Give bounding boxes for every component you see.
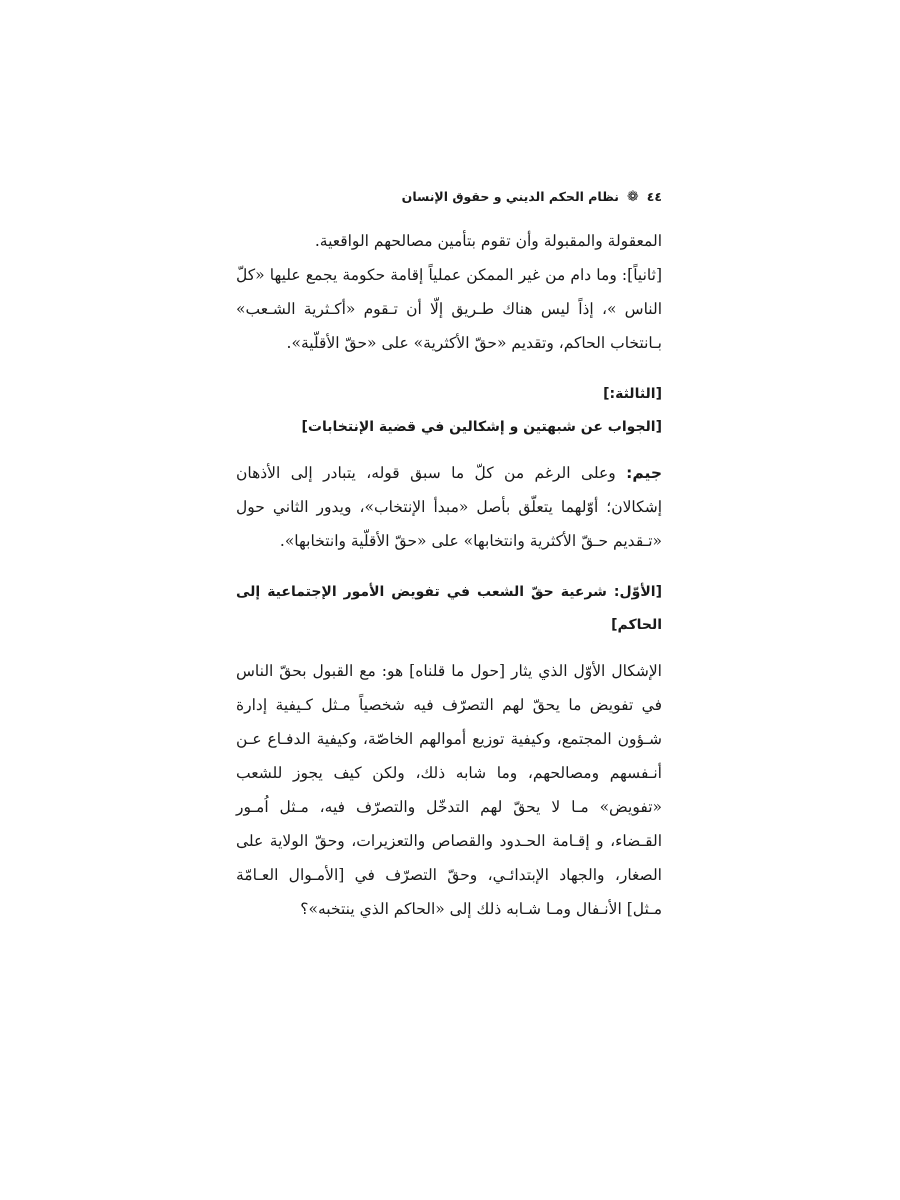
section-heading-first: [الأوّل: شرعية حقّ الشعب في تفويض الأمور الإجتماعية إلى الحاكم]	[236, 584, 662, 633]
section-heading-third: [الثالثة:]	[603, 386, 662, 402]
running-header	[402, 187, 662, 207]
flower-ornament-icon: ❁	[627, 189, 639, 205]
paragraph-3-text: وعلى الرغم من كلّ ما سبق قوله، يتبادر إلى الأذهان إشكالان؛ أوّلهما يتعلّق بأصل «مبدأ الإنتخاب»، ويدور الثاني حول «تـقديم حـقّ الأكثرية وانتخابها» على «حقّ الأقلّية وانتخابها».	[236, 464, 662, 550]
paragraph-2: [ثانياً]: وما دام من غير الممكن عملياً إقامة حكومة يجمع عليها «كلّ الناس »، إذاً ليس هناك طـريق إلّا أن تـقوم «أكـثرية الشـعب» بـانتخاب الحاكم، وتقديم «حقّ الأكثرية» على «حقّ الأقلّية».	[236, 266, 662, 352]
paragraph-1: المعقولة والمقبولة وأن تقوم بتأمين مصالحهم الواقعية.	[314, 232, 662, 250]
page-number: ٤٤	[646, 189, 662, 204]
section-heading-answer: [الجواب عن شبهتين و إشكالين في قضية الإنتخابات]	[301, 419, 662, 435]
page-body	[236, 224, 662, 926]
paragraph-4: الإشكال الأوّل الذي يثار [حول ما قلناه] هو: مع القبول بحقّ الناس في تفويض ما يحقّ لهم التصرّف فيه شخصياً مـثل كـيفية إدارة شـؤون المجتمع، وكيفية توزيع أموالهم الخاصّة، وكيفية الدفـاع عـن أنـفسهم ومصالحهم، وما شابه ذلك، ولكن كيف يجوز للشعب «تفويض» مـا لا يحقّ لهم التدخّل والتصرّف فيه، مـثل اُمـور القـضاء، و إقـامة الحـدود والقصاص والتعزيرات، وحقّ الولاية على الصغار، والجهاد الإبتدائـي، وحقّ التصرّف في [الأمـوال العـامّة مـثل] الأنـفال ومـا شـابه ذلك إلى «الحاكم الذي ينتخبه»؟	[236, 662, 662, 918]
book-title: نظام الحكم الديني و حقوق الإنسان	[401, 189, 619, 204]
paragraph-3	[236, 456, 662, 558]
jeem-label: جيم:	[626, 464, 662, 482]
